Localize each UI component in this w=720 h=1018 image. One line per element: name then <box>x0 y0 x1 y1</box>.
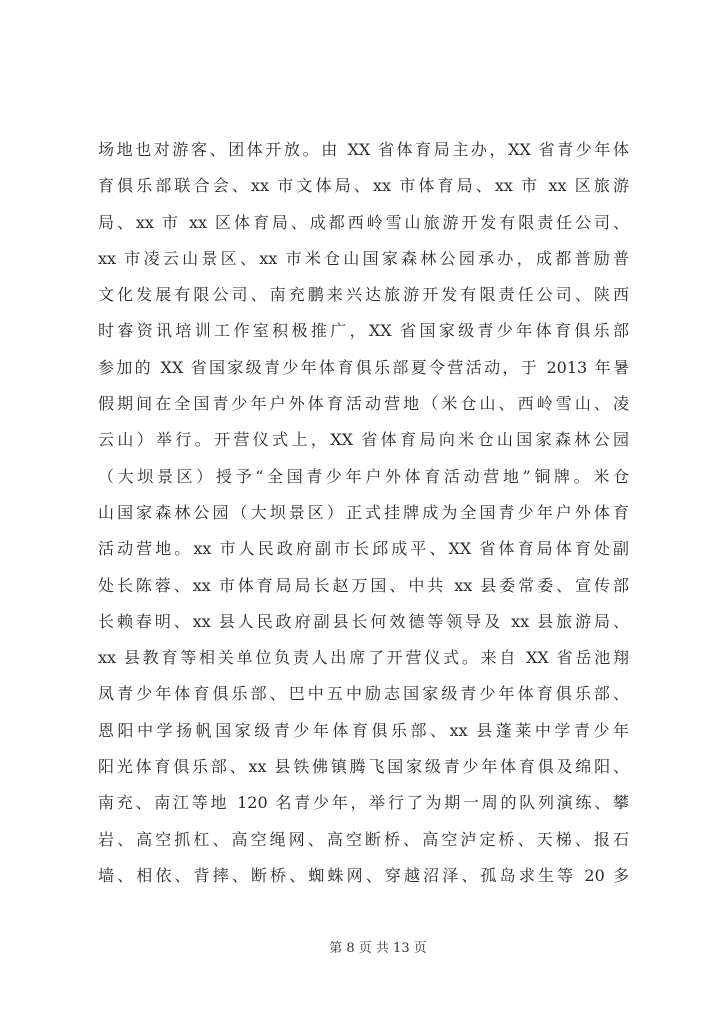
text-line: 场地也对游客、团体开放。由 XX 省体育局主办，XX 省青少年体 <box>98 140 629 159</box>
text-line: 墙、相依、背摔、断桥、蜘蛛网、穿越沼泽、孤岛求生等 20 多 <box>98 865 629 885</box>
text-line: 局、xx 市 xx 区体育局、成都西岭雪山旅游开发有限责任公司、 <box>98 212 629 232</box>
text-line: 文化发展有限公司、南充鹏来兴达旅游开发有限责任公司、陕西 <box>98 285 629 305</box>
text-line: xx 县教育等相关单位负责人出席了开营仪式。来自 XX 省岳池翔 <box>98 648 629 668</box>
text-line: 参加的 XX 省国家级青少年体育俱乐部夏令营活动，于 2013 年暑 <box>98 357 629 377</box>
text-line: （大坝景区）授予“全国青少年户外体育活动营地”铜牌。米仓 <box>98 466 629 486</box>
text-line: 育俱乐部联合会、xx 市文体局、xx 市体育局、xx 市 xx 区旅游 <box>98 176 629 196</box>
body-paragraph <box>98 132 629 894</box>
text-line: 活动营地。xx 市人民政府副市长邱成平、XX 省体育局体育处副 <box>98 539 629 559</box>
text-line: 南充、南江等地 120 名青少年，举行了为期一周的队列演练、攀 <box>98 793 629 813</box>
page-number-footer: 第 8 页 共 13 页 <box>329 941 427 956</box>
text-line: 假期间在全国青少年户外体育活动营地（米仓山、西岭雪山、凌 <box>98 394 629 414</box>
text-line: 阳光体育俱乐部、xx 县铁佛镇腾飞国家级青少年体育俱及绵阳、 <box>98 757 629 777</box>
text-line: 处长陈蓉、xx 市体育局局长赵万国、中共 xx 县委常委、宣传部 <box>98 575 629 595</box>
text-line: 岩、高空抓杠、高空绳网、高空断桥、高空泸定桥、天梯、报石 <box>98 829 629 849</box>
text-line: 凤青少年体育俱乐部、巴中五中励志国家级青少年体育俱乐部、 <box>98 684 629 704</box>
text-line: 长赖春明、xx 县人民政府副县长何效德等领导及 xx 县旅游局、 <box>98 611 629 631</box>
text-line: xx 市凌云山景区、xx 市米仓山国家森林公园承办，成都普励普 <box>98 248 629 268</box>
text-line: 恩阳中学扬帆国家级青少年体育俱乐部、xx 县蓬莱中学青少年 <box>98 720 629 740</box>
text-line: 时睿资讯培训工作室积极推广，XX 省国家级青少年体育俱乐部 <box>98 321 629 341</box>
text-line: 云山）举行。开营仪式上，XX 省体育局向米仓山国家森林公园 <box>98 430 629 450</box>
text-line: 山国家森林公园（大坝景区）正式挂牌成为全国青少年户外体育 <box>98 502 629 522</box>
